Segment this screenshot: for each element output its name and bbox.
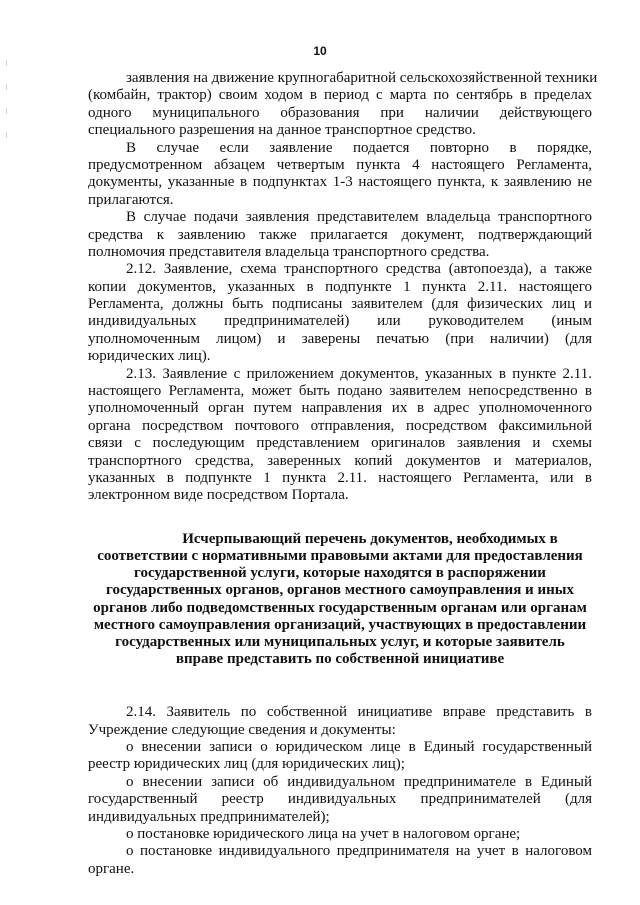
- text-line: копии документов, указанных в подпункте 1 пункта 2.11. настоящего: [88, 278, 592, 295]
- heading-line: органов либо подведомственных государственным органам или органам: [93, 599, 587, 616]
- text-line: органа посредством почтового отправления, посредством факсимильной: [88, 417, 592, 434]
- document-body: [88, 70, 598, 878]
- paragraph: [88, 140, 592, 210]
- paragraph: [88, 774, 592, 826]
- text-line: индивидуальных предпринимателей);: [88, 808, 330, 825]
- text-line: В случае подачи заявления представителем владельца транспортного: [126, 209, 592, 226]
- text-line: указанных в подпункте 1 пункта 2.11. настоящего Регламента, или в: [88, 469, 592, 486]
- text-line: Регламента, должны быть подписаны заявителем (для физических лиц и: [88, 296, 592, 313]
- paragraph: [88, 209, 592, 261]
- section-heading: [88, 531, 592, 669]
- text-line: Учреждение следующие сведения и документы:: [88, 721, 396, 738]
- text-line: транспортного средства, заверенных копий документов и материалов,: [88, 452, 592, 469]
- margin-marks: [3, 60, 13, 138]
- text-line: реестр юридических лиц (для юридических лиц);: [88, 756, 405, 773]
- heading-line: государственных или муниципальных услуг, и которые заявитель: [115, 633, 565, 650]
- margin-mark: —: [3, 132, 10, 138]
- page-number: 10: [313, 44, 327, 58]
- paragraph: [88, 366, 592, 505]
- heading-line: государственных органов, органов местного самоуправления и иных: [106, 582, 574, 599]
- text-line: уполномоченный орган путем направления их в адрес уполномоченного: [88, 400, 592, 417]
- text-line: о постановке индивидуального предпринимателя на учет в налоговом: [126, 843, 592, 860]
- text-line: специального разрешения на данное транспортное средство.: [88, 122, 476, 139]
- margin-mark: —: [3, 84, 10, 90]
- heading-line: Исчерпывающий перечень документов, необходимых в: [182, 530, 558, 547]
- text-line: юридических лиц).: [88, 348, 211, 365]
- text-line: заявления на движение крупногабаритной сельскохозяйственной техники: [126, 70, 598, 86]
- text-line: прилагаются.: [88, 191, 174, 208]
- text-line: предусмотренном абзацем четвертым пункта 4 настоящего Регламента,: [88, 156, 592, 173]
- text-line: органе.: [88, 860, 135, 877]
- text-line: связи с последующим представлением оригиналов заявления и схемы: [88, 435, 592, 452]
- text-line: государственный реестр индивидуальных предпринимателей (для: [88, 791, 592, 808]
- text-line: 2.12. Заявление, схема транспортного средства (автопоезда), а также: [126, 261, 592, 278]
- paragraph: [88, 704, 592, 739]
- text-line: настоящего Регламента, может быть подано заявителем непосредственно в: [88, 383, 592, 400]
- text-line: 2.14. Заявитель по собственной инициативе вправе представить в: [126, 704, 592, 721]
- body-section-after-heading: [88, 704, 592, 878]
- heading-line: местного самоуправления организаций, участвующих в предоставлении: [93, 616, 587, 633]
- text-line: о внесении записи о юридическом лице в Единый государственный: [126, 739, 592, 756]
- margin-mark: —: [3, 60, 10, 66]
- paragraph: [88, 70, 598, 140]
- text-line: полномочия представителя владельца транспортного средства.: [88, 243, 490, 260]
- paragraph: [88, 843, 592, 878]
- text-line: индивидуальных предпринимателей) или руководителем (иным: [88, 313, 592, 330]
- paragraph: [88, 826, 592, 843]
- text-line: (комбайн, трактор) своим ходом в период с марта по сентябрь в пределах: [88, 87, 592, 104]
- margin-mark: —: [3, 108, 10, 114]
- text-line: В случае если заявление подается повторно в порядке,: [126, 139, 592, 156]
- text-line: 2.13. Заявление с приложением документов, указанных в пункте 2.11.: [126, 365, 592, 382]
- text-line: о постановке юридического лица на учет в налоговом органе;: [126, 826, 521, 842]
- heading-line: государственной услуги, которые находятся в распоряжении: [134, 565, 546, 582]
- text-line: документы, указанные в подпунктах 1-3 настоящего пункта, к заявлению не: [88, 174, 592, 191]
- text-line: электронном виде посредством Портала.: [88, 487, 349, 504]
- text-line: уполномоченным лицом) и заверены печатью (при наличии) (для: [88, 330, 592, 347]
- heading-line: вправе представить по собственной инициативе: [175, 651, 505, 668]
- text-line: о внесении записи об индивидуальном предпринимателе в Единый: [126, 773, 592, 790]
- paragraph: [88, 739, 592, 774]
- text-line: средства к заявлению также прилагается документ, подтверждающий: [88, 226, 592, 243]
- body-section-before-heading: [88, 70, 598, 505]
- text-line: одного муниципального образования при наличии действующего: [88, 104, 592, 121]
- paragraph: [88, 261, 592, 365]
- heading-line: соответствии с нормативными правовыми актами для предоставления: [97, 547, 583, 564]
